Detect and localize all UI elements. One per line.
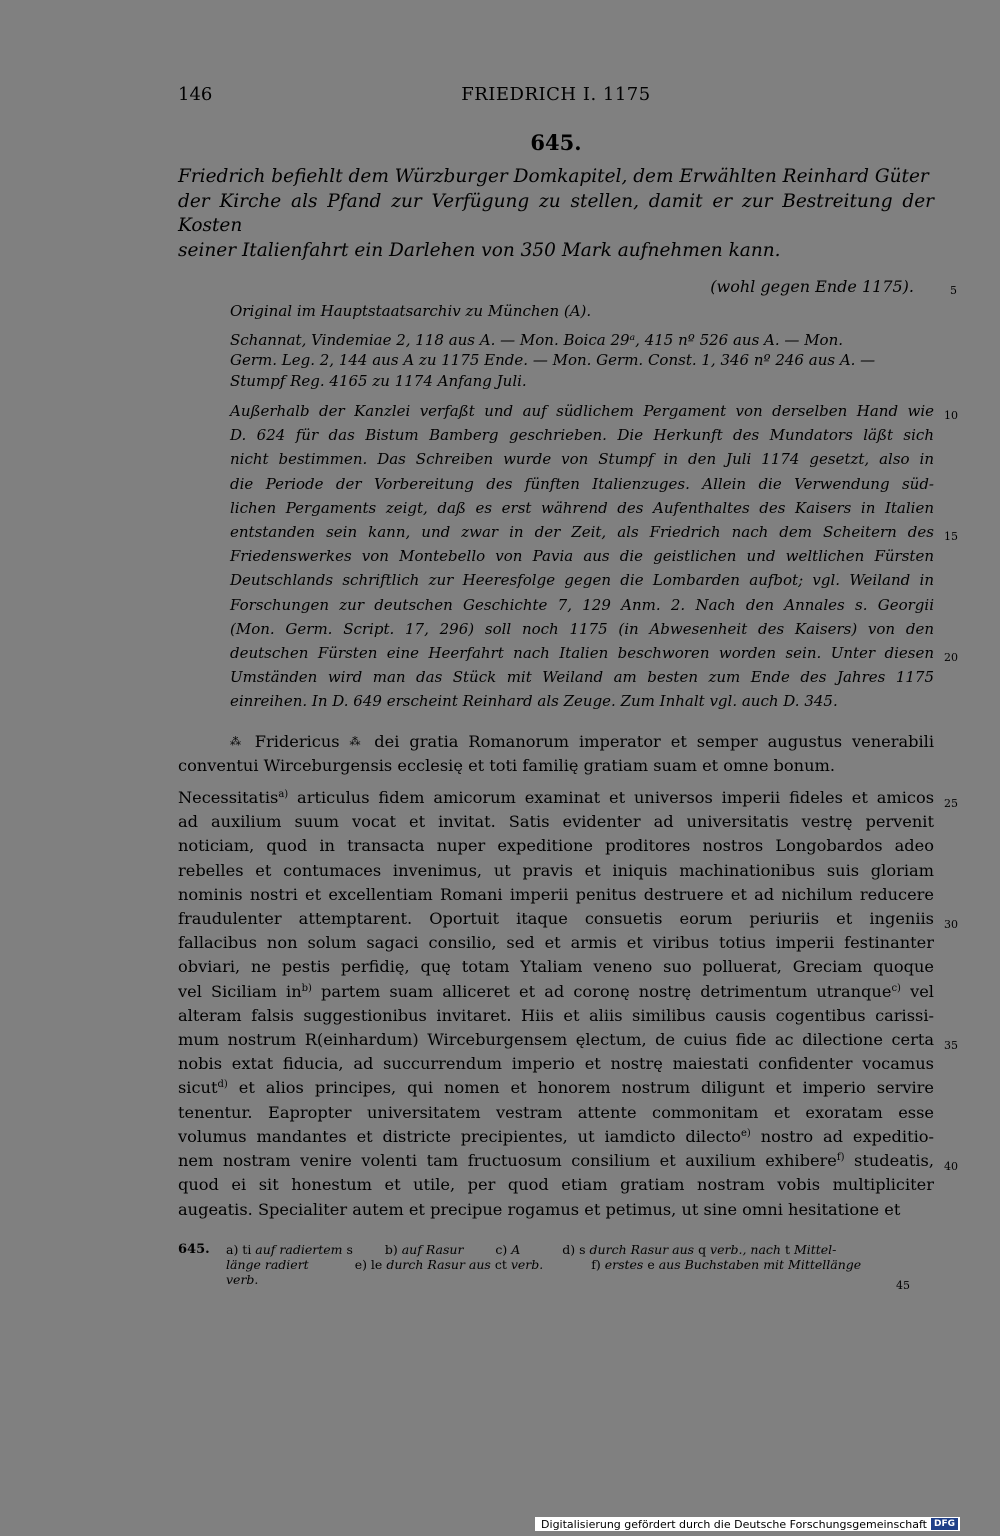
text-segment: vel Siciliam in [178, 981, 302, 1001]
edition-page [178, 84, 958, 1292]
footnote-a-letter: s [346, 1241, 353, 1257]
text-segment: sicut [178, 1078, 218, 1098]
footnote-a-note: auf radiertem [251, 1241, 347, 1257]
footnote-d: d) s [562, 1241, 586, 1257]
preliminary-text: D. 624 für das Bistum Bamberg geschrieben. Die Herkunft des Mundators läßt sich [230, 426, 934, 445]
text-line [178, 1198, 934, 1222]
chrismon-icon: ⁂ [349, 734, 365, 748]
footnote-e-letter: ct [494, 1256, 507, 1272]
footnote-f-note: aus Buchstaben mit Mittellänge [654, 1256, 862, 1272]
text-segment: et alios principes, qui nomen et honorem nostrum diligunt et imperio servire [227, 1078, 934, 1098]
preliminary-text: die Periode der Vorbereitung des fünften Italienzuges. Allein die Verwendung süd- [230, 474, 934, 493]
editions-line: Schannat, Vindemiae 2, 118 aus A. — Mon. Boica 29ᵃ, 415 nº 526 aus A. — Mon. [230, 330, 844, 349]
footnote-a-note: länge radiert [226, 1256, 309, 1272]
text-segment: noticiam, quod in transacta nuper expeditione proditores nostros Longobardos adeo [178, 836, 934, 856]
preliminary-line [230, 689, 934, 713]
text-line [178, 810, 934, 834]
preliminary-line [230, 496, 934, 520]
dfg-logo: DFG [931, 1518, 958, 1530]
regest [178, 165, 934, 263]
footnote-c: c) [495, 1241, 508, 1257]
text-line [178, 859, 934, 883]
line-number: 5 [950, 284, 957, 297]
footnote-a: a) ti [226, 1241, 252, 1257]
preliminary-line [230, 447, 934, 471]
preliminary-text: entstanden sein kann, und zwar in der Zeit, als Friedrich nach dem Scheitern des [230, 523, 934, 542]
charter-text [178, 730, 958, 1222]
text-segment: alteram falsis suggestionibus invitaret. Hiis et aliis similibus causis cogentibus carissi- [178, 1005, 934, 1025]
text-segment: tenentur. Eapropter universitatem vestram attente commonitam et exoratam esse [178, 1102, 934, 1122]
preliminary-line [230, 665, 934, 689]
text-segment: rebelles et contumaces invenimus, ut pravis et iniquis machinationibus suis gloriam [178, 860, 934, 880]
editions-line: Germ. Leg. 2, 144 aus A zu 1175 Ende. — Mon. Germ. Const. 1, 346 nº 246 aus A. — [230, 351, 876, 369]
preliminary-line [230, 617, 934, 641]
footnote-f: f) [591, 1256, 601, 1272]
text-segment: obviari, ne pestis perfidię, quę totam Ytaliam veneno suo polluerat, Greciam quoque [178, 957, 934, 977]
line-number: 10 [944, 409, 958, 422]
preliminary-line [230, 641, 958, 665]
footnote-marker: b) [301, 982, 312, 994]
text-segment: articulus fidem amicorum examinat et universos imperii fideles et amicos [288, 788, 934, 808]
line-number: 45 [896, 1278, 910, 1292]
text-segment: ad auxilium suum vocat et invitat. Satis evidenter ad universitatis vestrę pervenit [178, 812, 934, 832]
text-segment: volumus mandantes et districte precipientes, ut iamdicto dilecto [178, 1126, 741, 1146]
page-number: 146 [178, 84, 213, 105]
text-segment: studeatis, [844, 1151, 934, 1171]
preliminary-line [230, 520, 958, 544]
footnote-c-note: A [507, 1241, 521, 1257]
credit-text: Digitalisierung gefördert durch die Deutsche Forschungsgemeinschaft [541, 1517, 927, 1531]
text-segment: mum nostrum R(einhardum) Wirceburgensem ęlectum, de cuius fide ac dilectione certa [178, 1030, 934, 1050]
text-line [178, 931, 934, 955]
footnote-b-note: auf Rasur [397, 1241, 464, 1257]
footnote-e-note: verb. [506, 1256, 544, 1272]
regest-line: Friedrich befiehlt dem Würzburger Domkapitel, dem Erwählten Reinhard Güter [178, 166, 929, 187]
chrismon-icon: ⁂ [230, 734, 245, 748]
text-segment: quod ei sit honestum et utile, per quod etiam gratiam nostram vobis multipliciter [178, 1175, 934, 1195]
line-number: 35 [944, 1039, 958, 1053]
editions-line: Stumpf Reg. 4165 zu 1174 Anfang Juli. [230, 371, 527, 390]
regest-line: der Kirche als Pfand zur Verfügung zu stellen, damit er zur Bestreitung der Kosten [178, 190, 934, 236]
running-head [178, 84, 934, 110]
text-segment: nem nostram venire volenti tam fructuosum consilium et auxilium exhibere [178, 1151, 837, 1171]
footnote-d-note: durch Rasur aus [585, 1241, 699, 1257]
footnote-marker: f) [836, 1152, 845, 1164]
text-line [178, 955, 934, 979]
dfg-credit [535, 1517, 960, 1531]
footnote-f-letter: e [647, 1256, 655, 1272]
protocol [178, 730, 934, 778]
preliminary-line [230, 568, 934, 592]
preliminary-text: Umständen wird man das Stück mit Weiland am besten zum Ende des Jahres 1175 [230, 668, 934, 687]
text-line [178, 1125, 934, 1149]
preliminary-text: Forschungen zur deutschen Geschichte 7, 129 Anm. 2. Nach den Annales s. Georgii [230, 595, 934, 614]
text-segment: partem suam alliceret et ad coronę nostrę detrimentum utranque [311, 981, 892, 1001]
footnotes [178, 1241, 934, 1292]
preliminary-text: lichen Pergaments zeigt, daß es erst während des Aufenthaltes des Kaisers in Italien [230, 498, 934, 517]
footnote-line [226, 1257, 934, 1272]
preliminary-line [230, 399, 958, 423]
protocol-line [178, 730, 934, 754]
line-number: 40 [944, 1160, 958, 1174]
footnote-marker: d) [217, 1079, 228, 1091]
text-line [178, 1028, 958, 1053]
preliminary-text: Friedenswerkes von Montebello von Pavia aus die geistlichen und weltlichen Fürsten [230, 547, 934, 566]
protocol-line: conventui Wirceburgensis ecclesię et toti familię gratiam suam et omne bonum. [178, 755, 836, 775]
text-segment: nominis nostri et excellentiam Romani imperii penitus destruere et ad nichilum reducere [178, 884, 934, 904]
preliminary-text: einreihen. In D. 649 erscheint Reinhard als Zeuge. Zum Inhalt vgl. auch D. 345. [230, 692, 838, 711]
text-line [178, 1004, 934, 1028]
intitulatio: dei gratia Romanorum imperator et semper augustus venerabili [374, 731, 935, 751]
editions-note [230, 330, 934, 392]
dating [178, 277, 957, 297]
regest-line: seiner Italienfahrt ein Darlehen von 350 Mark aufnehmen kann. [178, 239, 781, 261]
preliminary-line [230, 593, 934, 617]
text-line [178, 1076, 934, 1100]
footnote-document-number: 645. [178, 1241, 210, 1257]
running-title: FRIEDRICH I. 1175 [461, 84, 651, 105]
ruler-name: Fridericus [254, 731, 340, 751]
footnote-f-note: erstes [600, 1256, 648, 1272]
preliminary-text: deutschen Fürsten eine Heerfahrt nach Italien beschworen worden sein. Unter diesen [230, 644, 934, 663]
text-segment: fraudulenter attemptarent. Oportuit itaque consuetis eorum periuriis et ingeniis [178, 909, 934, 929]
text-line [178, 786, 958, 811]
preliminary-remark [178, 399, 958, 714]
preliminary-text: Außerhalb der Kanzlei verfaßt und auf südlichem Pergament von derselben Hand wie [230, 402, 934, 420]
text-segment: nobis extat fiducia, ad succurrendum imperio et nostrę maiestati confidenter vocamus [178, 1054, 934, 1074]
preliminary-line [230, 544, 934, 568]
footnote-marker: e) [741, 1127, 751, 1139]
line-number: 15 [944, 530, 958, 544]
original-note: Original im Hauptstaatsarchiv zu München (A). [230, 302, 592, 320]
text-segment: vel [900, 981, 934, 1001]
footnote-marker: c) [891, 982, 901, 994]
footnote-d-note: verb., nach [706, 1241, 785, 1257]
line-number: 30 [944, 918, 958, 932]
text-body [178, 786, 958, 1222]
preliminary-line [230, 423, 934, 447]
text-line [178, 834, 934, 858]
footnote-line [226, 1272, 934, 1287]
text-segment: nostro ad expeditio- [750, 1126, 934, 1146]
footnote-f-note: verb. [226, 1271, 259, 1287]
preliminary-text: nicht bestimmen. Das Schreiben wurde von Stumpf in den Juli 1174 gesetzt, also in [230, 450, 934, 469]
footnote-marker: a) [278, 789, 289, 801]
document-number: 645. [530, 130, 582, 155]
text-line [178, 883, 934, 907]
line-number: 20 [944, 651, 958, 665]
preliminary-line [230, 472, 934, 496]
footnote-d-note: Mittel- [789, 1241, 837, 1257]
text-segment: Necessitatis [178, 788, 279, 808]
text-line [178, 1101, 934, 1125]
line-number: 25 [944, 797, 958, 811]
footnote-line [226, 1242, 934, 1257]
footnote-d-letter: t [784, 1241, 790, 1257]
tradition-apparatus [178, 301, 934, 391]
text-line [178, 907, 958, 932]
footnote-d-letter: q [698, 1241, 707, 1257]
text-line [178, 980, 934, 1004]
text-segment: augeatis. Specialiter autem et precipue rogamus et petimus, ut sine omni hesitatione et [178, 1199, 901, 1219]
preliminary-text: Deutschlands schriftlich zur Heeresfolge gegen die Lombarden aufbot; vgl. Weiland in [230, 571, 934, 590]
text-line [178, 1149, 958, 1174]
footnote-b: b) [384, 1241, 398, 1257]
footnote-e: e) le [354, 1256, 383, 1272]
dating-text: (wohl gegen Ende 1175). [710, 277, 914, 296]
text-line [178, 1052, 934, 1076]
footnote-e-note: durch Rasur aus [382, 1256, 495, 1272]
text-segment: fallacibus non solum sagaci consilio, sed et armis et viribus totius imperii festinanter [178, 933, 934, 953]
text-line [178, 1173, 934, 1197]
preliminary-text: (Mon. Germ. Script. 17, 296) soll noch 1175 (in Abwesenheit des Kaisers) von den [230, 619, 934, 638]
